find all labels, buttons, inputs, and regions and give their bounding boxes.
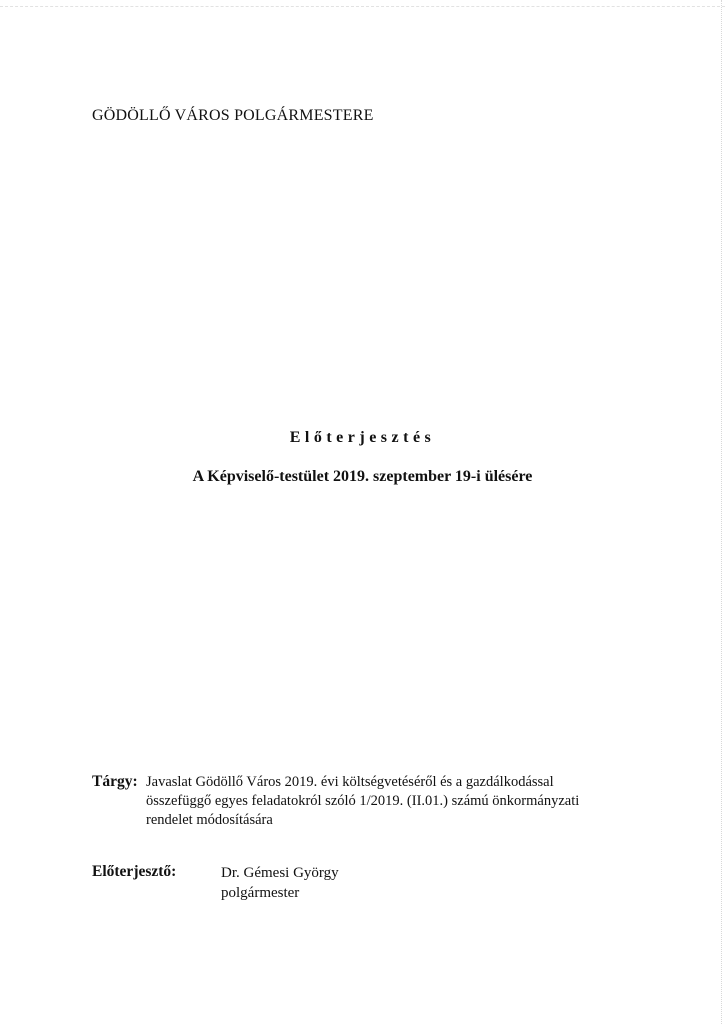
scan-artifact-top xyxy=(0,0,725,7)
subject-line: Javaslat Gödöllő Város 2019. évi költségvetéséről és a gazdálkodással xyxy=(146,774,554,790)
presenter-label: Előterjesztő: xyxy=(92,863,177,880)
subject-line: rendelet módosítására xyxy=(146,812,273,828)
subject-text xyxy=(146,773,616,830)
meeting-line: A Képviselő-testület 2019. szeptember 19-i ülésére xyxy=(192,468,533,485)
presenter-title: polgármester xyxy=(221,885,300,901)
subject-line: összefüggő egyes feladatokról szóló 1/2019. (II.01.) számú önkormányzati xyxy=(146,793,580,809)
scan-artifact-right xyxy=(720,0,722,1024)
issuer-heading: GÖDÖLLŐ VÁROS POLGÁRMESTERE xyxy=(92,107,374,124)
subject-label: Tárgy: xyxy=(92,773,138,790)
presenter-name: Dr. Gémesi György xyxy=(221,865,339,881)
document-type-heading: Előterjesztés xyxy=(289,429,436,446)
